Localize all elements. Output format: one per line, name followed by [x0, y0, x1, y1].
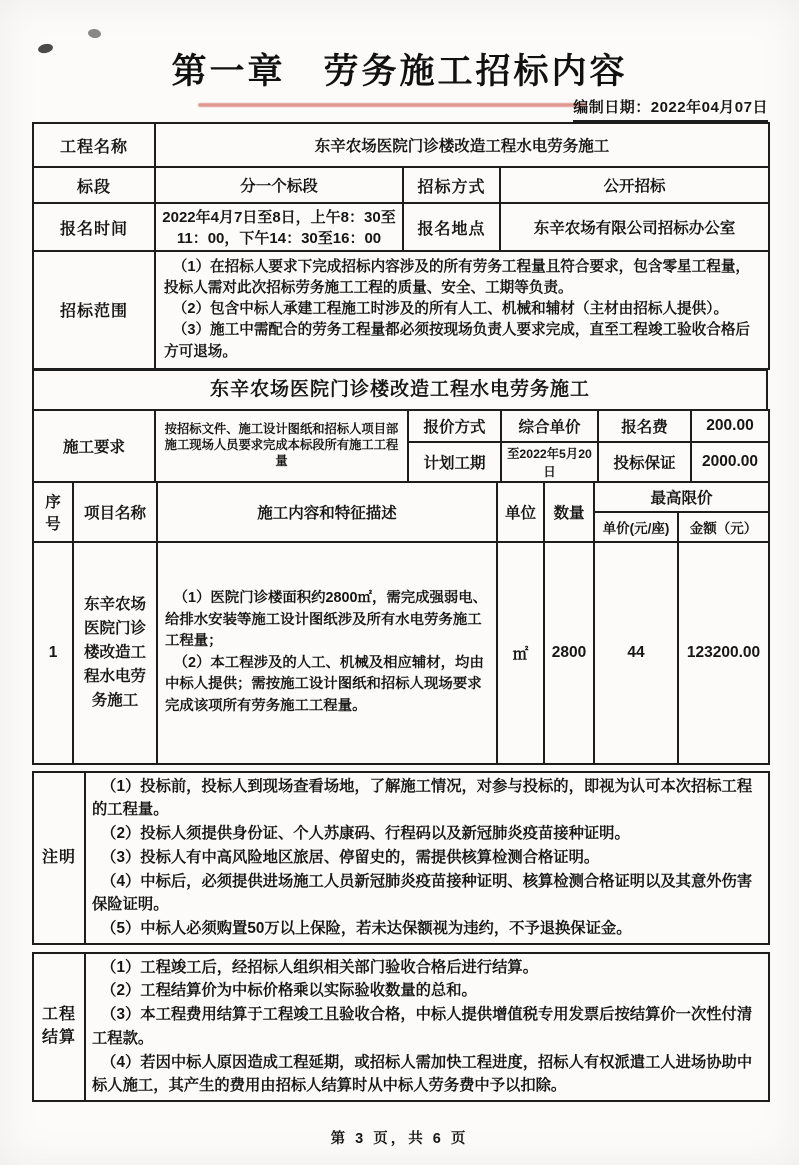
table-row	[33, 123, 769, 167]
item-name: 东辛农场医院门诊楼改造工程水电劳务施工	[73, 542, 157, 764]
table-row	[33, 251, 769, 369]
info-table	[32, 122, 770, 370]
bid-method-value: 公开招标	[500, 167, 769, 203]
signup-place-value: 东辛农场有限公司招标办公室	[500, 203, 769, 251]
settlement-line: （4）若因中标人原因造成工程延期，或招标人需加快工程进度，招标人有权派遣工人进场协助中标人施工，其产生的费用由招标人结算时从中标人劳务费中予以扣除。	[92, 1053, 753, 1095]
requirements-label: 施工要求	[33, 410, 155, 482]
item-description	[157, 542, 497, 764]
page-title: 第一章 劳务施工招标内容	[171, 52, 628, 91]
col-desc-header: 施工内容和特征描述	[157, 482, 497, 542]
signup-place-label: 报名地点	[403, 203, 500, 251]
col-unit-header: 单位	[497, 482, 544, 542]
settlement-line: （1）工程竣工后，经招标人组织相关部门验收合格后进行结算。	[101, 958, 538, 976]
col-name-header: 项目名称	[73, 482, 157, 542]
col-qty-header: 数量	[544, 482, 594, 542]
bid-bond-value: 2000.00	[691, 442, 769, 482]
item-row	[33, 542, 769, 764]
signup-time-value: 2022年4月7日至8日，上午8：30至11：00，下午14：30至16：00	[155, 203, 403, 251]
item-amount: 123200.00	[678, 542, 769, 764]
bid-method-label: 招标方式	[403, 167, 500, 203]
scan-speck	[87, 28, 101, 39]
table-row	[33, 953, 769, 1101]
col-amount-header: 金额（元）	[678, 512, 769, 542]
settlement-line: （3）本工程费用结算于工程竣工且验收合格，中标人提供增值税专用发票后按结算价一次性付清工程款。	[92, 1006, 753, 1047]
scope-line: （2）包含中标人承建工程施工时涉及的所有人工、机械和辅材（主材由招标人提供）。	[172, 301, 729, 318]
title-red-underline	[198, 103, 586, 107]
table-row	[33, 203, 769, 251]
item-qty: 2800	[544, 542, 594, 764]
col-maxprice-header: 最高限价	[594, 482, 769, 512]
note-line: （4）中标后，必须提供进场施工人员新冠肺炎疫苗接种证明、核算检测合格证明以及其意外伤害保险证明。	[92, 872, 753, 914]
table-row	[33, 167, 769, 203]
bid-section-label: 标段	[33, 167, 155, 203]
col-seq-header: 序号	[33, 482, 73, 542]
col-unitprice-header: 单价(元/座)	[594, 512, 678, 542]
quote-method-label: 报价方式	[408, 410, 501, 442]
planned-period-label: 计划工期	[408, 442, 501, 482]
project-name-label: 工程名称	[33, 123, 155, 167]
planned-period-value: 至2022年5月20日	[501, 442, 598, 482]
scope-label: 招标范围	[33, 251, 155, 369]
scope-line: （3）施工中需配合的劳务工程量都必须按现场负责人要求完成，直至工程竣工验收合格后方可退场。	[164, 322, 751, 360]
scope-line: （1）在招标人要求下完成招标内容涉及的所有劳务工程量且符合要求，包含零星工程量，投标人需对此次招标劳务施工工程的质量、安全、工期等负责。	[164, 259, 751, 297]
table-row	[33, 410, 769, 442]
items-header-row	[33, 482, 769, 512]
note-line: （1）投标前，投标人到现场查看场地，了解施工情况，对参与投标的，即视为认可本次招标工程的工程量。	[92, 777, 753, 819]
note-line: （5）中标人必须购置50万以上保险，若未达保额视为违约，不予退换保证金。	[101, 920, 632, 937]
settlement-content	[85, 953, 769, 1101]
signup-fee-label: 报名费	[598, 410, 691, 442]
settlement-table	[32, 952, 770, 1102]
table-row	[33, 772, 769, 944]
item-desc-line: （2）本工程涉及的人工、机械及相应辅材，均由中标人提供；需按施工设计图纸和招标人现场要求完成该项所有劳务施工工程量。	[165, 654, 484, 714]
scope-cell	[155, 251, 769, 369]
requirements-description: 按招标文件、施工设计图纸和招标人项目部施工现场人员要求完成本标段所有施工工程量	[155, 410, 408, 482]
item-seq: 1	[33, 542, 73, 764]
note-line: （2）投标人须提供身份证、个人苏康码、行程码以及新冠肺炎疫苗接种证明。	[101, 825, 630, 843]
settlement-line: （2）工程结算价为中标价格乘以实际验收数量的总和。	[101, 982, 477, 1000]
requirements-table	[32, 409, 770, 483]
notes-content	[85, 772, 769, 944]
item-desc-line: （1）医院门诊楼面积约2800㎡，需完成强弱电、给排水安装等施工设计图纸涉及所有水电劳务施工工程量；	[165, 589, 488, 650]
project-name-value: 东辛农场医院门诊楼改造工程水电劳务施工	[155, 123, 769, 167]
compile-date: 编制日期：2022年04月07日	[573, 96, 768, 122]
settlement-label: 工程结算	[33, 953, 85, 1101]
bid-bond-label: 投标保证	[598, 442, 691, 482]
item-unit-price: 44	[594, 542, 678, 764]
signup-fee-value: 200.00	[691, 410, 769, 442]
quote-method-value: 综合单价	[501, 410, 598, 442]
page-number: 第 3 页，共 6 页	[330, 1131, 469, 1147]
item-unit: ㎡	[497, 542, 544, 764]
notes-table	[32, 771, 770, 945]
notes-label: 注明	[33, 772, 85, 944]
bid-section-value: 分一个标段	[155, 167, 403, 203]
section-banner: 东辛农场医院门诊楼改造工程水电劳务施工	[32, 368, 768, 411]
document-body	[32, 122, 768, 1102]
items-table	[32, 481, 770, 765]
signup-time-label: 报名时间	[33, 203, 155, 251]
note-line: （3）投标人有中高风险地区旅居、停留史的，需提供核算检测合格证明。	[101, 848, 600, 866]
